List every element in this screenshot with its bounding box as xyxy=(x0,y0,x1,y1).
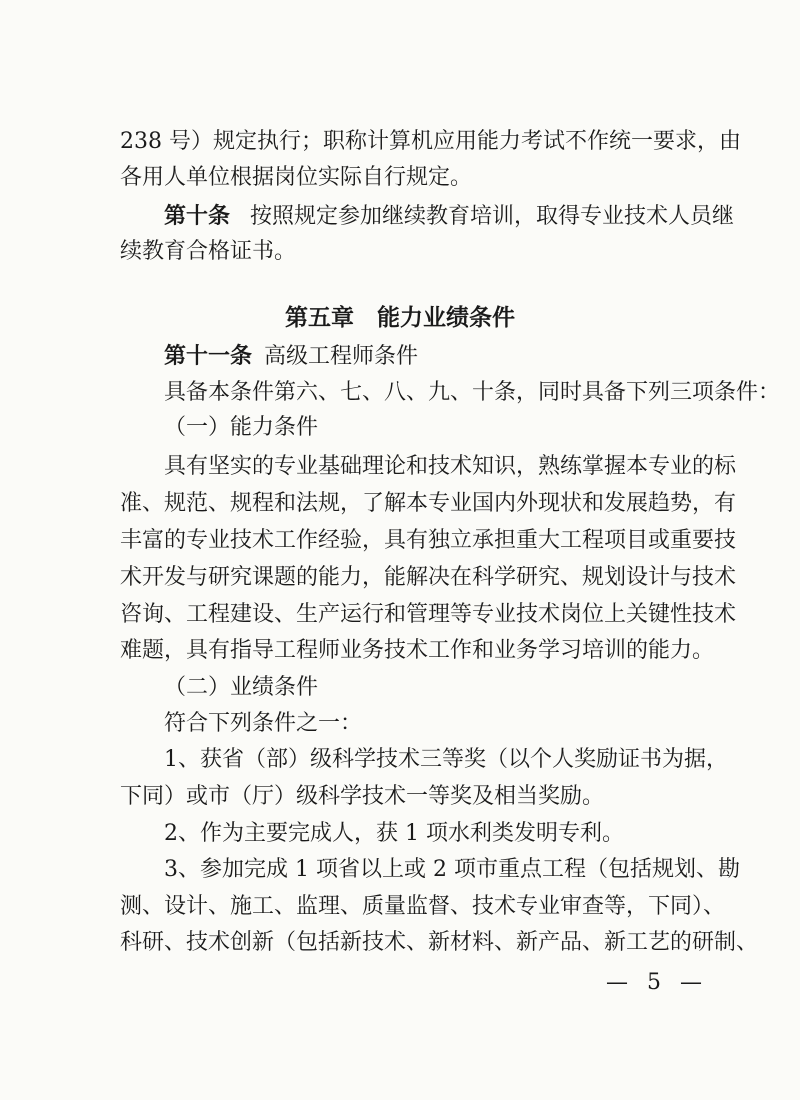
article-11-heading-line xyxy=(164,341,800,372)
article-10-line-2: 续教育合格证书。 xyxy=(120,239,297,264)
item-3-line-2: 测、设计、施工、监理、质量监督、技术专业审查等，下同）、 xyxy=(120,894,726,919)
article-11-intro: 具备本条件第六、七、八、九、十条，同时具备下列三项条件： xyxy=(164,380,781,405)
article-11-title: 高级工程师条件 xyxy=(264,344,419,369)
section-1-line-1: 具有坚实的专业基础理论和技术知识，熟练掌握本专业的标 xyxy=(164,454,737,479)
body-line-1: 238 号）规定执行；职称计算机应用能力考试不作统一要求，由 xyxy=(120,129,741,154)
section-1-line-5: 咨询、工程建设、生产运行和管理等专业技术岗位上关键性技术 xyxy=(120,602,737,627)
item-3-line-3: 科研、技术创新（包括新技术、新材料、新产品、新工艺的研制、 xyxy=(120,930,759,955)
article-10-line-1 xyxy=(164,201,800,232)
article-10-text-1: 按照规定参加继续教育培训，取得专业技术人员继 xyxy=(250,204,735,229)
item-3-line-1: 3、参加完成 1 项省以上或 2 项市重点工程（包括规划、勘 xyxy=(164,857,740,882)
chapter-5-title: 第五章 能力业绩条件 xyxy=(285,305,515,331)
section-2-intro: 符合下列条件之一： xyxy=(164,711,363,736)
section-1-line-3: 丰富的专业技术工作经验，具有独立承担重大工程项目或重要技 xyxy=(120,528,737,553)
section-1-line-6: 难题，具有指导工程师业务技术工作和业务学习培训的能力。 xyxy=(120,638,715,663)
item-2: 2、作为主要完成人，获 1 项水利类发明专利。 xyxy=(164,821,624,846)
item-1-line-2: 下同）或市（厅）级科学技术一等奖及相当奖励。 xyxy=(120,784,605,809)
section-1-line-2: 准、规范、规程和法规，了解本专业国内外现状和发展趋势，有 xyxy=(120,491,737,516)
article-11-heading: 第十一条 xyxy=(164,343,253,369)
body-line-2: 各用人单位根据岗位实际自行规定。 xyxy=(120,165,473,190)
section-1-line-4: 术开发与研究课题的能力，能解决在科学研究、规划设计与技术 xyxy=(120,565,737,590)
article-10-heading: 第十条 xyxy=(164,203,231,229)
item-1-line-1: 1、获省（部）级科学技术三等奖（以个人奖励证书为据， xyxy=(164,747,728,772)
section-1-title: （一）能力条件 xyxy=(164,415,319,440)
section-2-title: （二）业绩条件 xyxy=(164,675,319,700)
page-number: — 5 — xyxy=(606,970,708,995)
